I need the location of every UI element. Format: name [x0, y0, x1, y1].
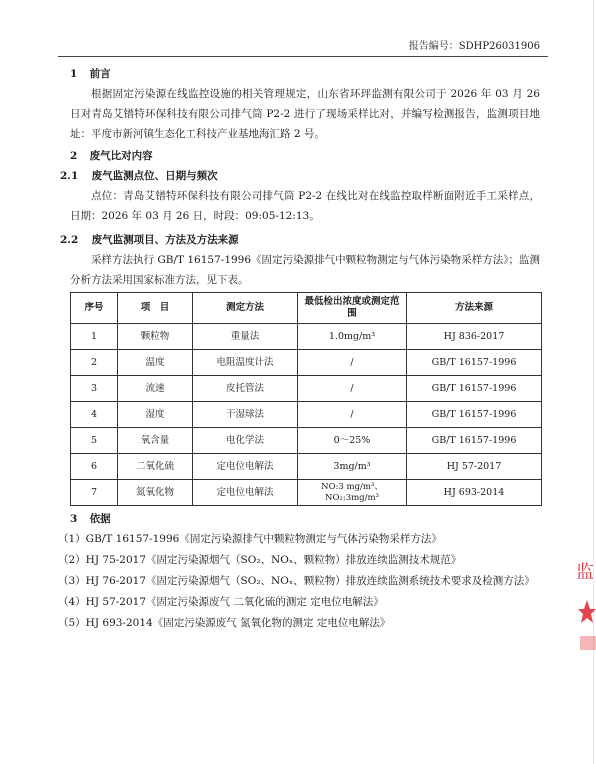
table-cell: / [298, 402, 407, 428]
table-cell: / [298, 350, 407, 376]
reference-list [58, 529, 540, 634]
method-table [70, 292, 542, 506]
section-2-2-paragraph: 采样方法执行 GB/T 16157-1996《固定污染源排气中颗粒物测定与气体污染物采样方法》；监测分析方法采用国家标准方法，见下表。 [70, 254, 540, 286]
table-cell: GB/T 16157-1996 [407, 428, 542, 454]
table-row [71, 324, 542, 350]
table-cell: 5 [71, 428, 118, 454]
stamp-text: 监 [576, 562, 594, 583]
table-cell: 氧含量 [118, 428, 193, 454]
table-cell: 颗粒物 [118, 324, 193, 350]
table-header-cell: 序号 [71, 293, 118, 324]
table-cell: 温度 [118, 350, 193, 376]
header-rule [58, 56, 548, 57]
table-cell: 1.0mg/m³ [298, 324, 407, 350]
section-title: 依据 [89, 513, 111, 525]
report-number: 报告编号：SDHP26031906 [408, 41, 540, 52]
table-cell: HJ 57-2017 [407, 454, 542, 480]
table-cell: GB/T 16157-1996 [407, 350, 542, 376]
document-body [58, 62, 540, 634]
section-title: 废气比对内容 [89, 150, 153, 162]
list-item: （4）HJ 57-2017《固定污染源废气 二氧化硫的测定 定电位电解法》 [58, 596, 384, 608]
table-row [71, 350, 542, 376]
section-1-heading [70, 64, 540, 84]
section-1-paragraph: 根据固定污染源在线监控设施的相关管理规定，山东省环玶监测有限公司于 2026 年 03 月 26 日对青岛艾镨特环保科技有限公司排气筒 P2-2 进行了现场采样比对，并编写检测报告，监测项目地址：平度市新河镇生态化工科技产业基地海汇路 2 号。 [70, 88, 540, 140]
seal-stamp [570, 548, 596, 668]
section-2-2-heading [60, 230, 540, 250]
table-cell: NO:3 mg/m³、NO₂:3mg/m³ [298, 480, 407, 506]
section-number: 1 [70, 68, 78, 80]
table-header-cell: 项 目 [118, 293, 193, 324]
section-title: 前言 [89, 68, 111, 80]
table-cell: 流速 [118, 376, 193, 402]
section-2-1-paragraph: 点位：青岛艾镨特环保科技有限公司排气筒 P2-2 在线比对在线监控取样断面附近手工采样点，日期：2026 年 03 月 26 日，时段：09:05-12:13。 [70, 190, 540, 222]
table-cell: 定电位电解法 [193, 480, 298, 506]
table-cell: 4 [71, 402, 118, 428]
table-row [71, 428, 542, 454]
table-cell: 皮托管法 [193, 376, 298, 402]
section-3-heading [70, 509, 540, 529]
table-cell: 干湿球法 [193, 402, 298, 428]
table-cell: GB/T 16157-1996 [407, 402, 542, 428]
table-cell: 定电位电解法 [193, 454, 298, 480]
table-cell: 1 [71, 324, 118, 350]
section-number: 3 [70, 513, 78, 525]
list-item: （5）HJ 693-2014《固定污染源废气 氮氧化物的测定 定电位电解法》 [58, 617, 391, 629]
table-cell: HJ 836-2017 [407, 324, 542, 350]
table-row [71, 402, 542, 428]
section-number: 2 [70, 150, 78, 162]
list-item: （3）HJ 76-2017《固定污染源烟气（SO₂、NOₓ、颗粒物）排放连续监测系统技术要求及检测方法》 [58, 575, 535, 587]
section-number: 2.2 [60, 234, 79, 246]
table-cell: 3 [71, 376, 118, 402]
stamp-star-icon [578, 600, 596, 623]
table-cell: 6 [71, 454, 118, 480]
table-header-cell: 方法来源 [407, 293, 542, 324]
table-cell: 0～25% [298, 428, 407, 454]
section-2-1-heading [60, 166, 540, 186]
table-cell: 电化学法 [193, 428, 298, 454]
section-title: 废气监测点位、日期与频次 [91, 170, 218, 182]
table-cell: 氮氧化物 [118, 480, 193, 506]
table-cell: / [298, 376, 407, 402]
stamp-fragment [580, 636, 596, 650]
table-row [71, 480, 542, 506]
section-2-heading [70, 146, 540, 166]
section-number: 2.1 [60, 170, 79, 182]
table-cell: 湿度 [118, 402, 193, 428]
list-item: （1）GB/T 16157-1996《固定污染源排气中颗粒物测定与气体污染物采样方法》 [58, 533, 442, 545]
table-cell: 电阻温度计法 [193, 350, 298, 376]
section-title: 废气监测项目、方法及方法来源 [91, 234, 239, 246]
list-item: （2）HJ 75-2017《固定污染源烟气（SO₂、NOₓ、颗粒物）排放连续监测技术规范》 [58, 554, 462, 566]
table-cell: 7 [71, 480, 118, 506]
table-cell: 2 [71, 350, 118, 376]
table-cell: 重量法 [193, 324, 298, 350]
table-cell: GB/T 16157-1996 [407, 376, 542, 402]
table-header-cell: 测定方法 [193, 293, 298, 324]
table-cell: 二氧化硫 [118, 454, 193, 480]
table-row [71, 454, 542, 480]
table-row [71, 376, 542, 402]
table-cell: 3mg/m³ [298, 454, 407, 480]
table-cell: HJ 693-2014 [407, 480, 542, 506]
table-header-row [71, 293, 542, 324]
table-header-cell: 最低检出浓度或测定范围 [298, 293, 407, 324]
